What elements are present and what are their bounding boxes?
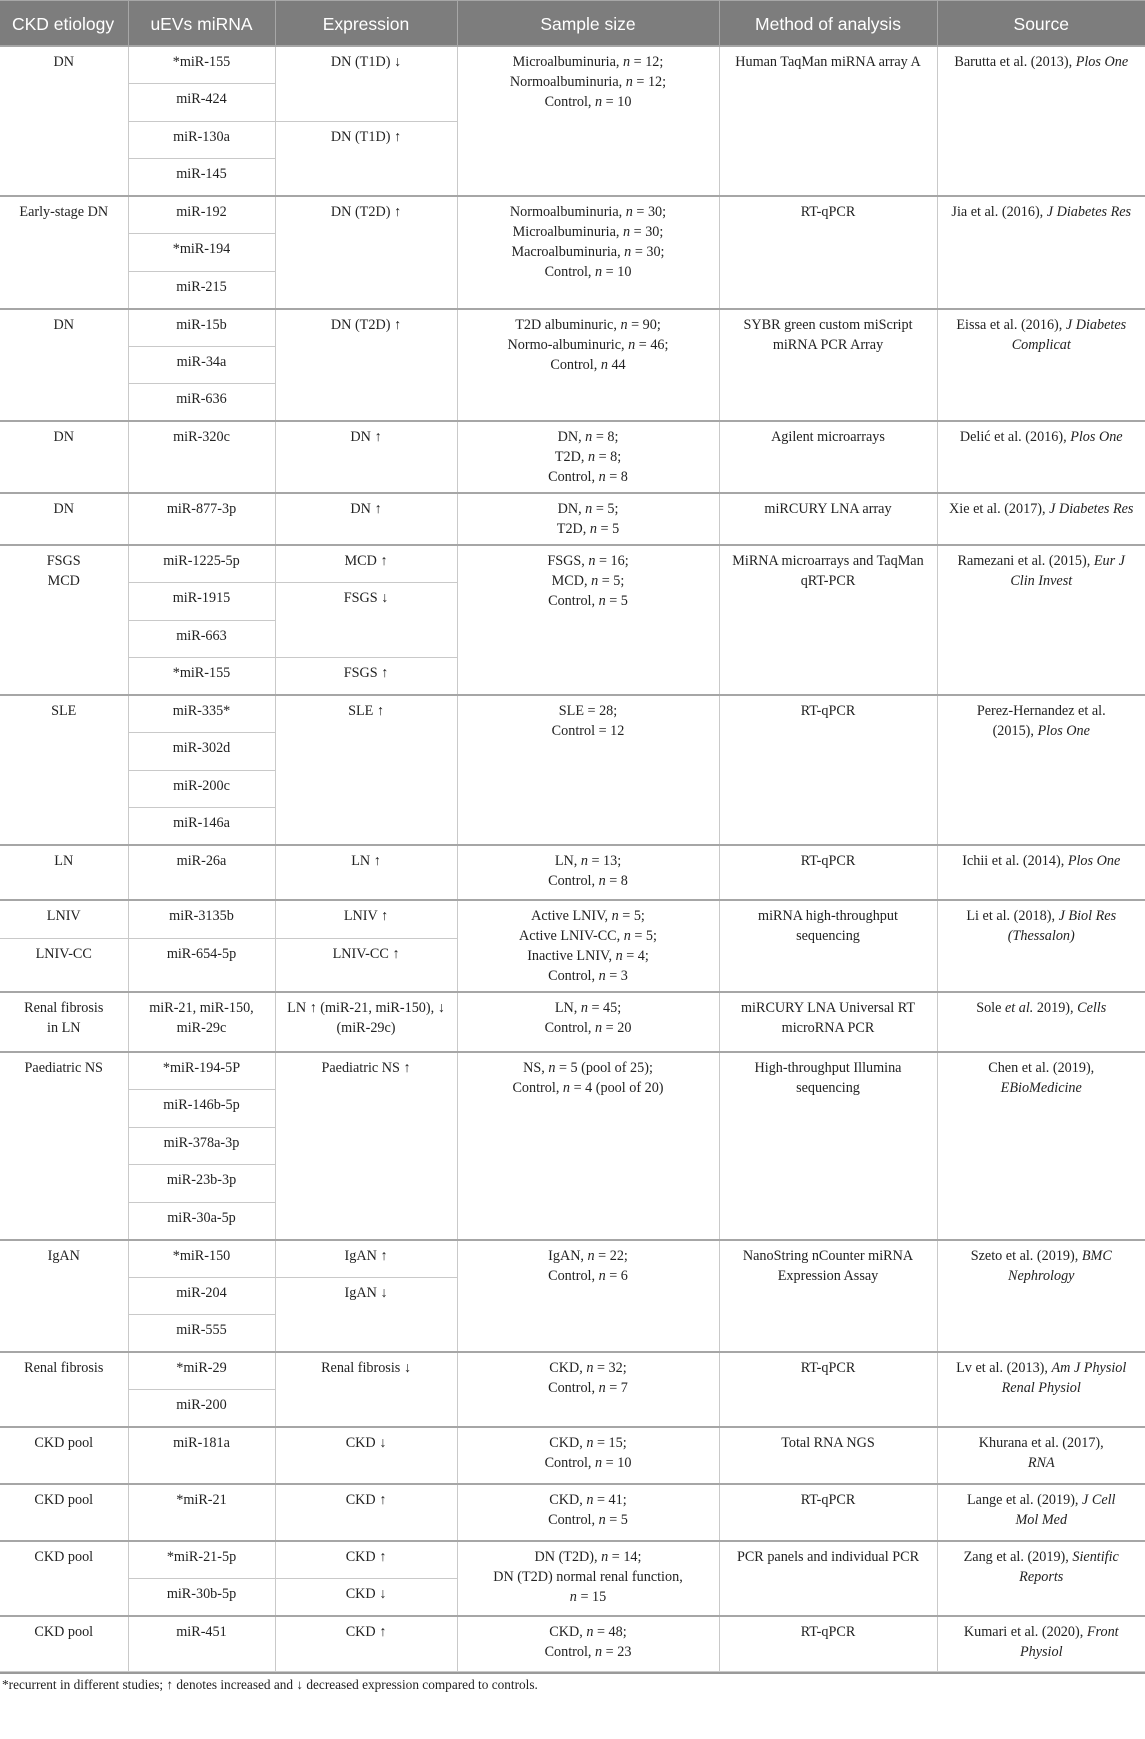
sample-line: CKD, n = 15;: [549, 1435, 627, 1451]
source-journal: J Cell: [1082, 1492, 1116, 1508]
source-cell: [937, 900, 1145, 992]
sample-size-cell: [457, 46, 719, 196]
source-authors: Ramezani et al. (2015),: [957, 553, 1094, 569]
mirna-cell: *miR-29: [128, 1352, 275, 1390]
mirna-cell: miR-320c: [128, 421, 275, 493]
source-cell: [937, 196, 1145, 309]
method-cell: [719, 1052, 937, 1240]
source-authors: Barutta et al. (2013),: [954, 54, 1076, 70]
sample-line: CKD, n = 41;: [549, 1492, 627, 1508]
sample-line: DN, n = 5;: [557, 501, 619, 517]
sample-line: Control, n = 8: [548, 469, 628, 485]
source-journal: Mol Med: [1015, 1512, 1068, 1528]
table-row: [0, 1352, 1145, 1390]
mirna-cell: miR-3135b: [128, 900, 275, 938]
table-row: [0, 1484, 1145, 1541]
sample-line: Normoalbuminuria, n = 30;: [509, 204, 667, 220]
source-journal: Am J Physiol: [1051, 1360, 1127, 1376]
expression-cell: CKD ↓: [275, 1427, 457, 1484]
source-authors: Lv et al. (2013),: [956, 1360, 1052, 1376]
source-cell: [937, 1240, 1145, 1353]
mirna-cell: miR-215: [128, 271, 275, 309]
table-bottom-rule: [0, 1672, 1145, 1674]
source-cell: [937, 46, 1145, 196]
etiology-cell: Renal fibrosis: [0, 1352, 128, 1427]
expression-cell: LNIV-CC ↑: [275, 938, 457, 992]
mirna-cell: miR-26a: [128, 845, 275, 900]
expression-cell: IgAN ↓: [275, 1277, 457, 1352]
method-line: sequencing: [796, 1080, 860, 1096]
sample-line: Active LNIV-CC, n = 5;: [519, 928, 657, 944]
header-row: [0, 1, 1145, 47]
expression-line: (miR-29c): [336, 1020, 396, 1036]
etiology-cell: CKD pool: [0, 1484, 128, 1541]
etiology-cell: LN: [0, 845, 128, 900]
sample-size-cell: [457, 1052, 719, 1240]
method-line: microRNA PCR: [781, 1020, 875, 1036]
mirna-line: miR-29c: [176, 1020, 227, 1036]
expression-cell: SLE ↑: [275, 695, 457, 845]
sample-line: Control, n 44: [550, 356, 626, 373]
sample-line: T2D, n = 5: [556, 521, 620, 537]
expression-cell: DN (T1D) ↑: [275, 121, 457, 196]
expression-cell: DN ↑: [275, 421, 457, 493]
etiology-cell: CKD pool: [0, 1541, 128, 1616]
source-journal: Sientific: [1072, 1549, 1119, 1565]
sample-line: SLE = 28;: [558, 703, 618, 719]
etiology-cell: Paediatric NS: [0, 1052, 128, 1240]
expression-cell: DN (T2D) ↑: [275, 309, 457, 422]
expression-cell: Renal fibrosis ↓: [275, 1352, 457, 1427]
sample-line: Control, n = 20: [544, 1020, 632, 1036]
method-cell: miRCURY LNA array: [719, 493, 937, 545]
sample-size-cell: [457, 309, 719, 422]
header-source: Source: [937, 1, 1145, 47]
mirna-cell: miR-636: [128, 384, 275, 422]
table-row: [0, 1052, 1145, 1090]
etiology-cell: DN: [0, 309, 128, 422]
sample-line: Control, n = 10: [544, 94, 632, 110]
sample-line: Control, n = 7: [548, 1380, 628, 1396]
sample-line: Control, n = 10: [544, 1455, 632, 1471]
mirna-cell: miR-130a: [128, 121, 275, 159]
table-row: [0, 196, 1145, 234]
source-journal: J Diabetes Res: [1049, 501, 1134, 517]
mirna-cell: miR-145: [128, 159, 275, 197]
sample-line: CKD, n = 48;: [549, 1624, 627, 1640]
mirna-cell: *miR-150: [128, 1240, 275, 1278]
sample-line: Control, n = 6: [548, 1267, 628, 1284]
expression-cell: FSGS ↑: [275, 658, 457, 696]
etiology-cell: SLE: [0, 695, 128, 845]
mirna-cell: miR-146a: [128, 808, 275, 846]
sample-line: n = 15: [569, 1589, 607, 1605]
mirna-cell: miR-663: [128, 620, 275, 658]
source-authors: Perez-Hernandez et al.: [976, 703, 1106, 719]
sample-size-cell: [457, 493, 719, 545]
source-journal: (Thessalon): [1007, 928, 1075, 944]
sample-size-cell: [457, 695, 719, 845]
sample-line: Control, n = 23: [544, 1644, 632, 1660]
table-row: [0, 309, 1145, 347]
method-line: NanoString nCounter miRNA: [742, 1247, 914, 1264]
source-journal: Plos One: [1037, 723, 1090, 739]
table-row: [0, 545, 1145, 583]
method-line: miRNA high-throughput: [758, 908, 898, 924]
mirna-cell: miR-30b-5p: [128, 1579, 275, 1617]
source-cell: [937, 309, 1145, 422]
mirna-cell: miR-451: [128, 1616, 275, 1671]
mirna-cell: miR-1915: [128, 583, 275, 621]
mirna-cell: miR-15b: [128, 309, 275, 347]
source-journal: RNA: [1027, 1455, 1055, 1471]
table-row: [0, 845, 1145, 900]
etiology-cell: LNIV-CC: [0, 938, 128, 992]
source-authors: Kumari et al. (2020),: [963, 1624, 1087, 1640]
mirna-cell: miR-200c: [128, 770, 275, 808]
mirna-cell: miR-877-3p: [128, 493, 275, 545]
etiology-cell: LNIV: [0, 900, 128, 938]
mirna-cell: *miR-21: [128, 1484, 275, 1541]
sample-size-cell: [457, 845, 719, 900]
source-journal: BMC: [1081, 1247, 1112, 1264]
sample-size-cell: [457, 1427, 719, 1484]
expression-cell: CKD ↑: [275, 1616, 457, 1671]
mirna-cell: *miR-194-5P: [128, 1052, 275, 1090]
header-method: Method of analysis: [719, 1, 937, 47]
method-line: miRCURY LNA Universal RT: [741, 1000, 915, 1016]
source-authors: Lange et al. (2019),: [966, 1492, 1083, 1508]
sample-size-cell: [457, 1352, 719, 1427]
source-authors: Khurana et al. (2017),: [978, 1435, 1104, 1451]
method-line: Expression Assay: [777, 1267, 879, 1284]
source-cell: [937, 493, 1145, 545]
table-row: [0, 695, 1145, 733]
source-year: 2019),: [1033, 1000, 1078, 1016]
source-cell: [937, 1427, 1145, 1484]
sample-size-cell: [457, 1240, 719, 1353]
sample-line: T2D albuminuric, n = 90;: [515, 316, 661, 333]
expression-cell: IgAN ↑: [275, 1240, 457, 1278]
mirna-cell: [128, 992, 275, 1052]
expression-cell: Paediatric NS ↑: [275, 1052, 457, 1240]
sample-line: Control, n = 10: [544, 264, 632, 280]
method-cell: RT-qPCR: [719, 695, 937, 845]
mirna-cell: miR-200: [128, 1390, 275, 1428]
source-cell: [937, 545, 1145, 695]
source-cell: [937, 695, 1145, 845]
source-journal: J Diabetes: [1065, 316, 1127, 333]
source-authors: Ichii et al. (2014),: [962, 853, 1068, 869]
etiology-cell: DN: [0, 421, 128, 493]
source-authors: Li et al. (2018),: [966, 908, 1059, 924]
header-mirna: uEVs miRNA: [128, 1, 275, 47]
source-journal: Plos One: [1075, 54, 1129, 70]
sample-size-cell: [457, 1484, 719, 1541]
expression-line: LN ↑ (miR-21, miR-150), ↓: [287, 1000, 445, 1016]
source-cell: [937, 845, 1145, 900]
sample-line: Normo-albuminuric, n = 46;: [507, 336, 669, 353]
mirna-cell: miR-302d: [128, 733, 275, 771]
method-cell: RT-qPCR: [719, 1616, 937, 1671]
etiology-line: in LN: [47, 1020, 81, 1036]
sample-line: Macroalbuminuria, n = 30;: [511, 244, 665, 260]
sample-size-cell: [457, 1616, 719, 1671]
table-row: [0, 493, 1145, 545]
method-line: sequencing: [796, 928, 860, 944]
source-authors: Zang et al. (2019),: [963, 1549, 1073, 1565]
source-journal: Plos One: [1067, 853, 1121, 869]
method-cell: Total RNA NGS: [719, 1427, 937, 1484]
source-journal: Clin Invest: [1010, 573, 1073, 589]
method-cell: Agilent microarrays: [719, 421, 937, 493]
method-cell: PCR panels and individual PCR: [719, 1541, 937, 1616]
mirna-line: miR-21, miR-150,: [149, 1000, 254, 1016]
mirna-cell: miR-30a-5p: [128, 1202, 275, 1240]
table-row: [0, 992, 1145, 1052]
table-row: [0, 1427, 1145, 1484]
sample-line: Control, n = 3: [548, 968, 628, 984]
sample-line: Control = 12: [551, 723, 625, 739]
source-journal: Eur J: [1093, 553, 1125, 569]
source-cell: [937, 1052, 1145, 1240]
sample-line: Inactive LNIV, n = 4;: [527, 948, 649, 964]
table-footnote: *recurrent in different studies; ↑ denotes increased and ↓ decreased expression compared to controls.: [2, 1676, 538, 1692]
source-cell: [937, 1616, 1145, 1671]
method-cell: [719, 545, 937, 695]
table-row: [0, 1240, 1145, 1278]
expression-cell: LNIV ↑: [275, 900, 457, 938]
mirna-cell: *miR-155: [128, 46, 275, 84]
method-line: MiRNA microarrays and TaqMan: [732, 553, 924, 569]
sample-line: LN, n = 45;: [554, 1000, 622, 1016]
source-journal: Reports: [1019, 1569, 1064, 1585]
mirna-cell: miR-146b-5p: [128, 1090, 275, 1128]
method-cell: [719, 1240, 937, 1353]
mirna-cell: miR-23b-3p: [128, 1165, 275, 1203]
etiology-cell: Early-stage DN: [0, 196, 128, 309]
sample-size-cell: [457, 421, 719, 493]
sample-size-cell: [457, 992, 719, 1052]
etiology-cell: [0, 545, 128, 695]
source-journal: J Diabetes Res: [1046, 204, 1132, 220]
sample-line: Control, n = 5: [548, 1512, 628, 1528]
sample-size-cell: [457, 545, 719, 695]
sample-line: DN (T2D), n = 14;: [534, 1549, 642, 1565]
expression-cell: FSGS ↓: [275, 583, 457, 658]
source-cell: [937, 421, 1145, 493]
expression-cell: CKD ↑: [275, 1541, 457, 1579]
source-authors: Delić et al. (2016),: [959, 429, 1071, 445]
source-journal: Cells: [1077, 1000, 1107, 1016]
source-authors: Szeto et al. (2019),: [970, 1247, 1082, 1264]
expression-cell: DN (T2D) ↑: [275, 196, 457, 309]
etiology-cell: IgAN: [0, 1240, 128, 1353]
table-row: [0, 421, 1145, 493]
mirna-cell: miR-654-5p: [128, 938, 275, 992]
sample-line: LN, n = 13;: [554, 853, 622, 869]
mirna-cell: miR-424: [128, 84, 275, 122]
etiology-line: FSGS: [46, 553, 81, 569]
source-authors: Sole: [976, 1000, 1005, 1016]
mirna-cell: *miR-21-5p: [128, 1541, 275, 1579]
source-journal: J Biol Res: [1058, 908, 1117, 924]
source-journal: Plos One: [1070, 429, 1123, 445]
mirna-cell: *miR-155: [128, 658, 275, 696]
method-cell: RT-qPCR: [719, 1484, 937, 1541]
sample-line: FSGS, n = 16;: [547, 553, 629, 569]
sample-line: Control, n = 4 (pool of 20): [512, 1080, 664, 1096]
mirna-cell: miR-181a: [128, 1427, 275, 1484]
source-authors: Jia et al. (2016),: [951, 204, 1047, 220]
source-cell: [937, 1352, 1145, 1427]
method-cell: RT-qPCR: [719, 845, 937, 900]
etiology-cell: DN: [0, 46, 128, 196]
sample-line: Control, n = 5: [548, 593, 628, 609]
method-cell: Human TaqMan miRNA array A: [719, 46, 937, 196]
method-line: SYBR green custom miScript: [743, 316, 913, 333]
method-cell: [719, 900, 937, 992]
sample-line: DN, n = 8;: [557, 429, 619, 445]
source-cell: [937, 992, 1145, 1052]
etiology-cell: CKD pool: [0, 1427, 128, 1484]
mirna-cell: *miR-194: [128, 234, 275, 272]
method-cell: RT-qPCR: [719, 1352, 937, 1427]
sample-line: Microalbuminuria, n = 30;: [512, 224, 664, 240]
method-line: miRNA PCR Array: [772, 336, 884, 353]
mirna-cell: miR-1225-5p: [128, 545, 275, 583]
etiology-cell: CKD pool: [0, 1616, 128, 1671]
sample-line: Active LNIV, n = 5;: [531, 908, 645, 924]
sample-line: Control, n = 8: [548, 873, 628, 889]
mirna-cell: miR-335*: [128, 695, 275, 733]
etiology-line: Renal fibrosis: [24, 1000, 104, 1016]
expression-cell: CKD ↓: [275, 1579, 457, 1617]
mirna-cell: miR-555: [128, 1315, 275, 1353]
source-authors: Chen et al. (2019),: [988, 1060, 1095, 1076]
sample-line: NS, n = 5 (pool of 25);: [523, 1060, 653, 1076]
source-year: (2015),: [992, 723, 1038, 739]
etiology-cell: [0, 992, 128, 1052]
source-authors: Eissa et al. (2016),: [956, 316, 1066, 333]
source-journal: Front: [1086, 1624, 1119, 1640]
expression-cell: DN (T1D) ↓: [275, 46, 457, 121]
header-expression: Expression: [275, 1, 457, 47]
sample-line: MCD, n = 5;: [551, 573, 625, 589]
method-cell: [719, 309, 937, 422]
method-line: High-throughput Illumina: [754, 1060, 902, 1076]
method-line: qRT-PCR: [800, 573, 856, 589]
source-journal: Complicat: [1011, 336, 1071, 353]
table-row: [0, 900, 1145, 938]
source-journal: Physiol: [1019, 1644, 1063, 1660]
etiology-cell: DN: [0, 493, 128, 545]
source-authors: Xie et al. (2017),: [949, 501, 1050, 517]
header-sample-size: Sample size: [457, 1, 719, 47]
source-journal: Nephrology: [1008, 1267, 1075, 1284]
source-journal: EBioMedicine: [1000, 1080, 1082, 1096]
sample-line: DN (T2D) normal renal function,: [493, 1569, 683, 1585]
expression-cell: CKD ↑: [275, 1484, 457, 1541]
sample-line: CKD, n = 32;: [549, 1360, 627, 1376]
expression-cell: MCD ↑: [275, 545, 457, 583]
table-row: [0, 1541, 1145, 1579]
source-cell: [937, 1541, 1145, 1616]
table-row: [0, 46, 1145, 84]
sample-line: Microalbuminuria, n = 12;: [512, 54, 664, 70]
sample-size-cell: [457, 1541, 719, 1616]
header-etiology: CKD etiology: [0, 1, 128, 47]
sample-line: IgAN, n = 22;: [548, 1247, 628, 1264]
expression-cell: [275, 992, 457, 1052]
source-journal: Renal Physiol: [1001, 1380, 1081, 1396]
source-cell: [937, 1484, 1145, 1541]
etiology-line: MCD: [47, 573, 80, 589]
expression-cell: LN ↑: [275, 845, 457, 900]
sample-line: Normoalbuminuria, n = 12;: [509, 74, 667, 90]
method-cell: [719, 992, 937, 1052]
table-row: [0, 1616, 1145, 1671]
sample-size-cell: [457, 900, 719, 992]
sample-size-cell: [457, 196, 719, 309]
method-cell: RT-qPCR: [719, 196, 937, 309]
mirna-cell: miR-192: [128, 196, 275, 234]
mirna-cell: miR-204: [128, 1277, 275, 1315]
mirna-cell: miR-378a-3p: [128, 1127, 275, 1165]
sample-line: T2D, n = 8;: [554, 449, 622, 465]
mirna-cell: miR-34a: [128, 346, 275, 384]
source-et-al: et al.: [1004, 1000, 1034, 1016]
expression-cell: DN ↑: [275, 493, 457, 545]
